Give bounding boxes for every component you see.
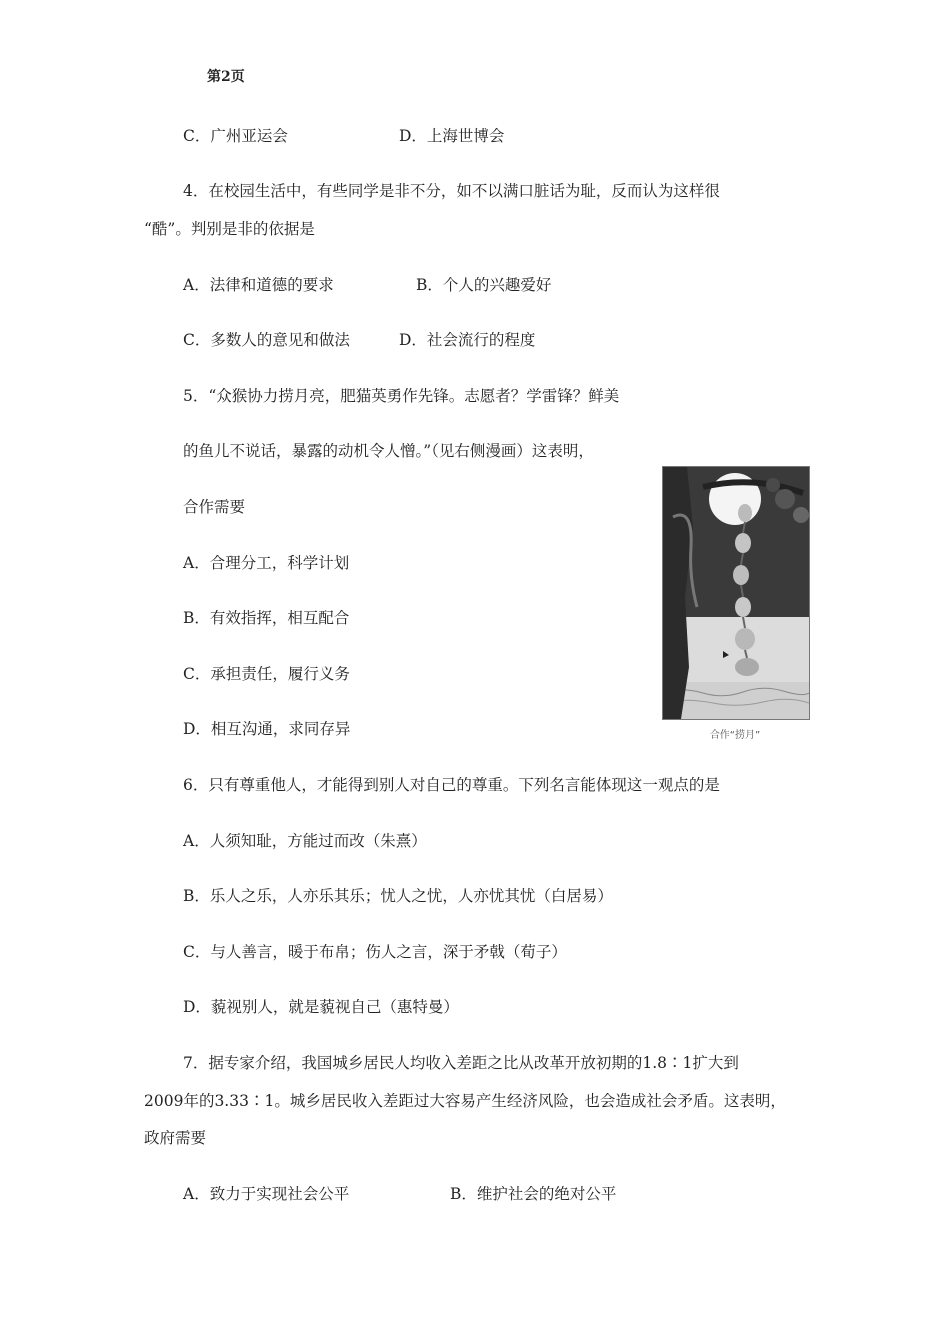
q4-stem-line1: 4．在校园生活中，有些同学是非不分，如不以满口脏话为耻，反而认为这样很 — [183, 182, 720, 200]
q5-stem-line2: 的鱼儿不说话，暴露的动机令人憎。”（见右侧漫画）这表明， — [183, 442, 594, 460]
q7-option-a: A．致力于实现社会公平 — [183, 1185, 350, 1203]
q3-option-c: C．广州亚运会 — [183, 127, 288, 145]
q5-option-c: C．承担责任，履行义务 — [183, 665, 350, 683]
q7-stem-line3: 政府需要 — [144, 1129, 207, 1147]
q4-option-d: D．社会流行的程度 — [399, 331, 536, 349]
q5-option-b: B．有效指挥，相互配合 — [183, 609, 350, 627]
q4-option-b: B．个人的兴趣爱好 — [416, 276, 552, 294]
q4-option-a: A．法律和道德的要求 — [183, 276, 334, 294]
q5-stem-line1: 5．“众猴协力捞月亮，肥猫英勇作先锋。志愿者？学雷锋？鲜美 — [183, 387, 620, 405]
q6-option-c: C．与人善言，暖于布帛；伤人之言，深于矛戟（荀子） — [183, 943, 567, 961]
cartoon-caption: 合作“捞月” — [709, 730, 761, 741]
q4-stem-line2: “酷”。判别是非的依据是 — [144, 220, 315, 238]
q7-stem-line2: 2009年的3.33∶1。城乡居民收入差距过大容易产生经济风险，也会造成社会矛盾。这表明， — [144, 1092, 786, 1110]
q3-option-d: D．上海世博会 — [399, 127, 505, 145]
q4-option-c: C．多数人的意见和做法 — [183, 331, 350, 349]
q6-option-b: B．乐人之乐，人亦乐其乐；忧人之忧，人亦忧其忧（白居易） — [183, 887, 613, 905]
q7-stem-line1: 7．据专家介绍，我国城乡居民人均收入差距之比从改革开放初期的1.8∶1扩大到 — [183, 1054, 739, 1072]
q6-option-d: D．藐视别人，就是藐视自己（惠特曼） — [183, 998, 459, 1016]
monkeys-moon-cartoon — [662, 466, 810, 720]
q7-option-b: B．维护社会的绝对公平 — [450, 1185, 617, 1203]
q6-stem: 6．只有尊重他人，才能得到别人对自己的尊重。下列名言能体现这一观点的是 — [183, 776, 720, 794]
q5-stem-line3: 合作需要 — [183, 498, 246, 516]
page-label: 第2页 — [207, 69, 245, 85]
q6-option-a: A．人须知耻，方能过而改（朱熹） — [183, 832, 427, 850]
q5-option-a: A．合理分工，科学计划 — [183, 554, 350, 572]
q5-option-d: D．相互沟通，求同存异 — [183, 720, 351, 738]
